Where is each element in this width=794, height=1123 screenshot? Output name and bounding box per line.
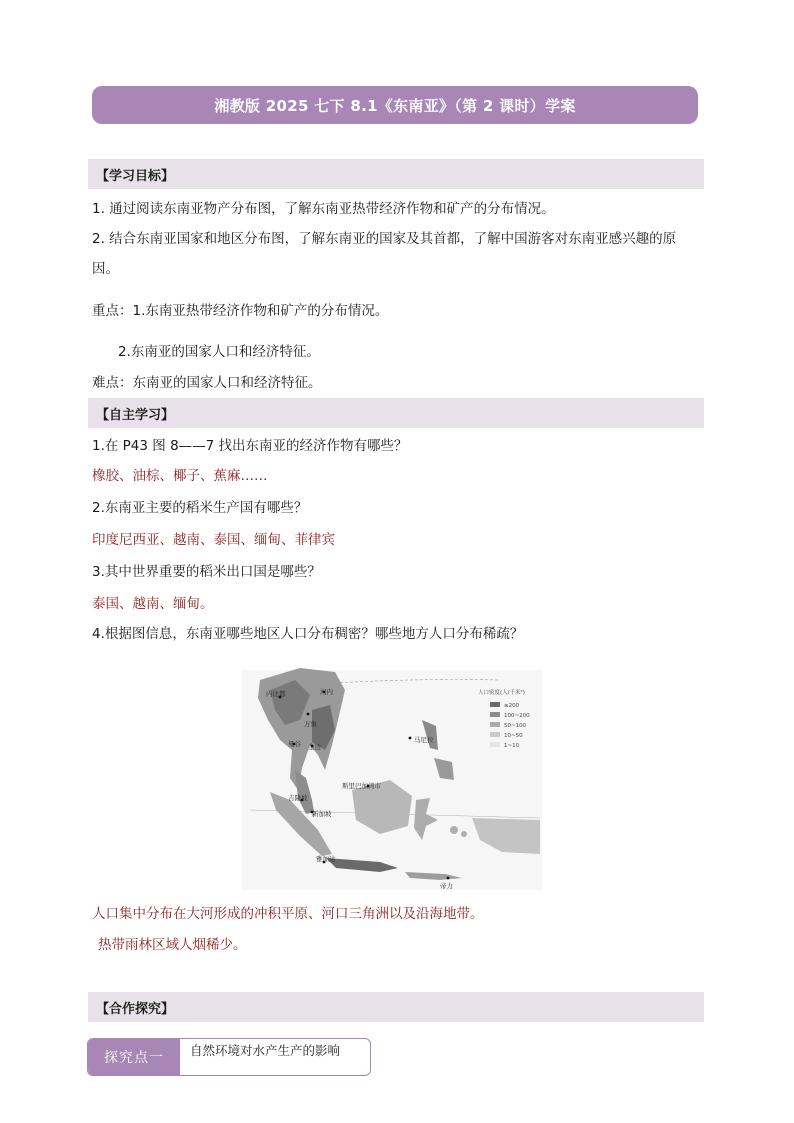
city-label: 河内 [320,688,333,696]
section-cooperative-heading: 【合作探究】 [88,992,704,1022]
answer-3: 泰国、越南、缅甸。 [92,596,214,612]
question-4: 4.根据图信息，东南亚哪些地区人口分布稠密？哪些地方人口分布稀疏？ [92,626,524,642]
objective-1: 1. 通过阅读东南亚物产分布图，了解东南亚热带经济作物和矿产的分布情况。 [92,201,555,217]
population-density-map [240,650,552,892]
legend-title: 人口密度(人/千米²) [478,690,525,696]
city-label: 金边 [308,743,321,751]
explore-point-box [87,1038,371,1076]
legend-item: 10~50 [504,733,523,739]
city-label: 万象 [304,720,317,728]
key-point-1: 重点：1.东南亚热带经济作物和矿产的分布情况。 [92,303,389,319]
document-title: 湘教版 2025 七下 8.1《东南亚》（第 2 课时）学案 [92,86,698,124]
city-label: 斯里巴加湾市 [342,782,381,790]
answer-1: 橡胶、油棕、椰子、蕉麻…… [92,468,268,484]
key-point-2: 2.东南亚的国家人口和经济特征。 [118,344,320,360]
city-label: 新加坡 [312,810,332,818]
legend-item: 1~10 [504,743,520,749]
question-2: 2.东南亚主要的稻米生产国有哪些？ [92,500,308,516]
city-label: 内比都 [266,690,286,698]
difficulty-point: 难点：东南亚的国家人口和经济特征。 [92,375,322,391]
legend-item: ≥200 [504,703,520,709]
legend-item: 50~100 [504,723,527,729]
explore-point-topic: 自然环境对水产生产的影响 [190,1043,341,1058]
city-label: 马尼拉 [414,736,434,744]
section-self-study-heading: 【自主学习】 [88,398,704,428]
question-1: 1.在 P43 图 8——7 找出东南亚的经济作物有哪些？ [92,438,408,454]
city-label: 帝力 [440,882,453,890]
answer-4-dense: 人口集中分布在大河形成的冲积平原、河口三角洲以及沿海地带。 [92,906,484,922]
question-3: 3.其中世界重要的稻米出口国是哪些？ [92,564,321,580]
city-label: 曼谷 [288,740,301,748]
answer-4-sparse: 热带雨林区域人烟稀少。 [98,937,247,953]
city-label: 吉隆坡 [288,794,308,802]
section-objectives-heading: 【学习目标】 [88,159,704,189]
city-label: 雅加达 [316,855,336,863]
answer-2: 印度尼西亚、越南、泰国、缅甸、菲律宾 [92,532,335,548]
explore-point-tag: 探究点一 [88,1039,180,1075]
legend-item: 100~200 [504,713,530,719]
objective-2-continued: 因。 [92,261,119,277]
objective-2: 2. 结合东南亚国家和地区分布图，了解东南亚的国家及其首都，了解中国游客对东南亚感兴趣的原 [92,231,677,247]
